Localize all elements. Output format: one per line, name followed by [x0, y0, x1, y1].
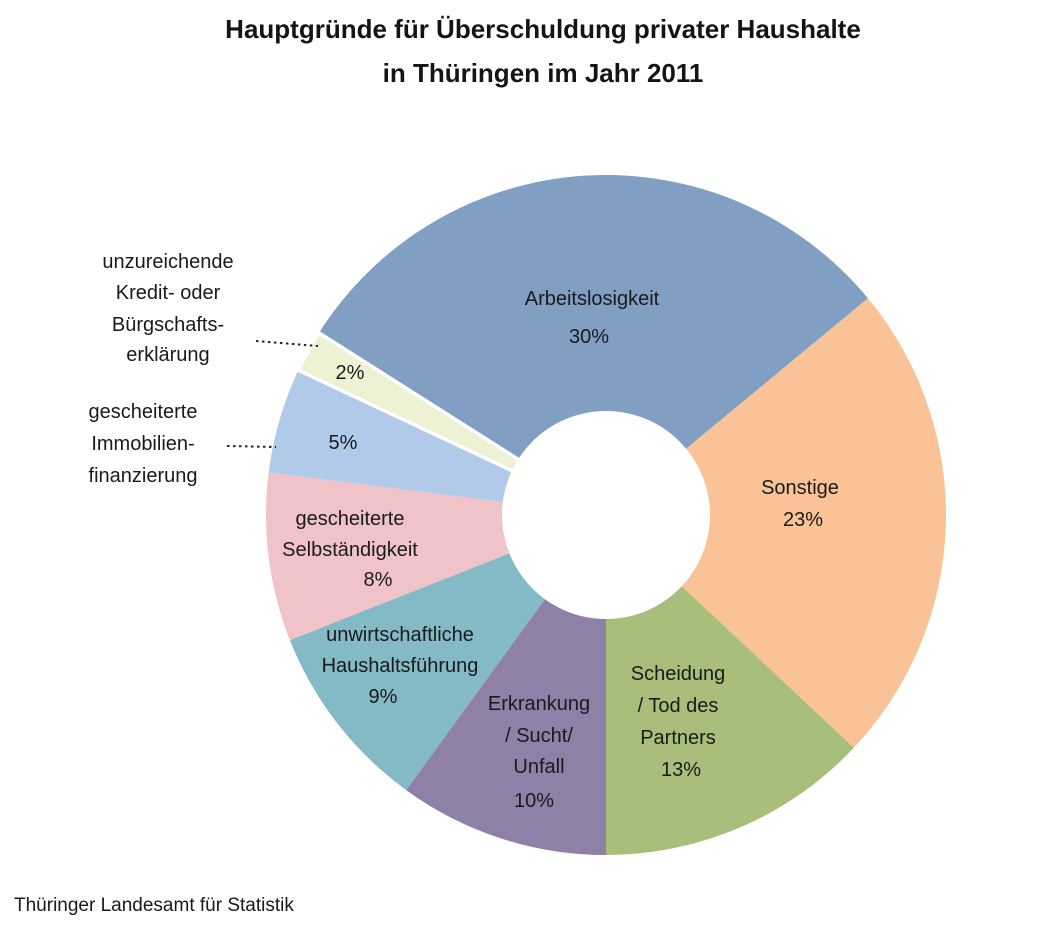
slice-percent-gescheiterte-selbständigkeit: 8% [363, 569, 393, 591]
slice-label-scheidung-tod-des-partners: / Tod des [637, 695, 719, 717]
slice-percent-sonstige: 23% [782, 509, 824, 531]
donut-hole [502, 411, 710, 619]
chart-title-line1: Hauptgründe für Überschuldung privater Haushalte [225, 14, 861, 44]
outside-label-unzureichende-kredit-oder-bürgschaftserklärung: erklärung [126, 344, 210, 366]
slice-label-gescheiterte-selbständigkeit: Selbständigkeit [282, 539, 418, 561]
slice-label-erkrankung-sucht-unfall: Unfall [513, 756, 565, 778]
outside-label-gescheiterte-immobilienfinanzierung: finanzierung [88, 465, 198, 487]
outside-label-gescheiterte-immobilienfinanzierung: Immobilien- [91, 433, 195, 455]
slice-label-erkrankung-sucht-unfall: Erkrankung [487, 693, 591, 715]
slice-label-unwirtschaftliche-haushaltsführung: unwirtschaftliche [326, 624, 474, 646]
slice-percent-unwirtschaftliche-haushaltsführung: 9% [368, 686, 398, 708]
slice-label-scheidung-tod-des-partners: Scheidung [630, 663, 726, 685]
chart-title-line2: in Thüringen im Jahr 2011 [382, 58, 704, 88]
outside-label-unzureichende-kredit-oder-bürgschaftserklärung: Kredit- oder [115, 282, 221, 304]
slice-percent-gescheiterte-immobilienfinanzierung: 5% [328, 432, 358, 454]
slice-label-gescheiterte-selbständigkeit: gescheiterte [295, 508, 405, 530]
outside-label-gescheiterte-immobilienfinanzierung: gescheiterte [88, 401, 198, 423]
slice-label-sonstige: Sonstige [761, 477, 839, 499]
slice-label-erkrankung-sucht-unfall: / Sucht/ [505, 725, 573, 747]
slice-label-unwirtschaftliche-haushaltsführung: Haushaltsführung [321, 655, 479, 677]
slice-percent-arbeitslosigkeit: 30% [568, 326, 610, 348]
slice-percent-erkrankung-sucht-unfall: 10% [513, 790, 555, 812]
outside-label-unzureichende-kredit-oder-bürgschaftserklärung: unzureichende [102, 251, 234, 273]
slice-label-scheidung-tod-des-partners: Partners [640, 727, 716, 749]
leader-line-unzureichende-kredit-oder-bürgschaftserklärung [256, 341, 318, 346]
leader-line-gescheiterte-immobilienfinanzierung [227, 446, 276, 447]
source-label: Thüringer Landesamt für Statistik [14, 895, 294, 916]
slice-percent-unzureichende-kredit-oder-bürgschaftserklärung: 2% [335, 362, 365, 384]
outside-label-unzureichende-kredit-oder-bürgschaftserklärung: Bürgschafts- [111, 314, 225, 336]
slice-percent-scheidung-tod-des-partners: 13% [660, 759, 702, 781]
slice-label-arbeitslosigkeit: Arbeitslosigkeit [524, 288, 660, 310]
